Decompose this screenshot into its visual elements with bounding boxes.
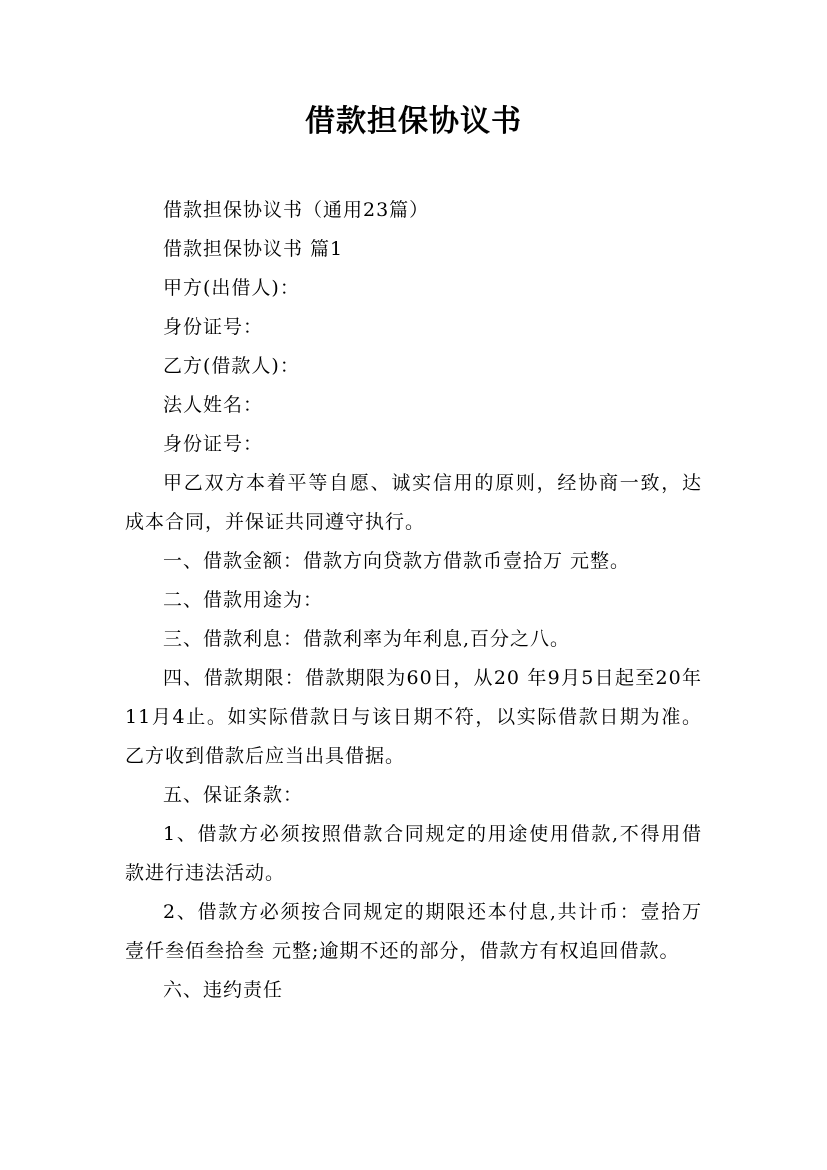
paragraph-preamble: 甲乙双方本着平等自愿、诚实信用的原则，经协商一致，达成本合同，并保证共同遵守执行。 [125,472,702,533]
paragraph-guarantee-item-1: 1、借款方必须按照借款合同规定的用途使用借款,不得用借款进行违法活动。 [125,823,702,884]
paragraph-subtitle: 借款担保协议书（通用23篇） [163,199,430,221]
paragraph-clause-amount: 一、借款金额：借款方向贷款方借款币壹拾万 元整。 [163,550,631,572]
paragraph-guarantee-item-2: 2、借款方必须按合同规定的期限还本付息,共计币：壹拾万壹仟叁佰叁拾叁 元整;逾期不还的部分，借款方有权追回借款。 [125,901,702,962]
paragraph-party-b: 乙方(借款人)： [163,355,300,377]
paragraph-clause-liability: 六、违约责任 [163,979,284,1001]
paragraph-id-number-a: 身份证号： [163,316,264,338]
paragraph-clause-term: 四、借款期限：借款期限为60日，从20 年9月5日起至20年11月4止。如实际借款日与该日期不符，以实际借款日期为准。乙方收到借款后应当出具借据。 [125,667,702,767]
paragraph-legal-person: 法人姓名： [163,394,264,416]
paragraph-id-number-b: 身份证号： [163,433,264,455]
paragraph-party-a: 甲方(出借人)： [163,277,300,299]
paragraph-clause-guarantee: 五、保证条款： [163,784,304,806]
paragraph-clause-purpose: 二、借款用途为： [163,589,324,611]
paragraph-section-heading: 借款担保协议书 篇1 [163,238,344,260]
paragraph-clause-interest: 三、借款利息：借款利率为年利息,百分之八。 [163,628,571,650]
document-title: 借款担保协议书 [305,104,522,139]
document-body [125,191,702,1010]
